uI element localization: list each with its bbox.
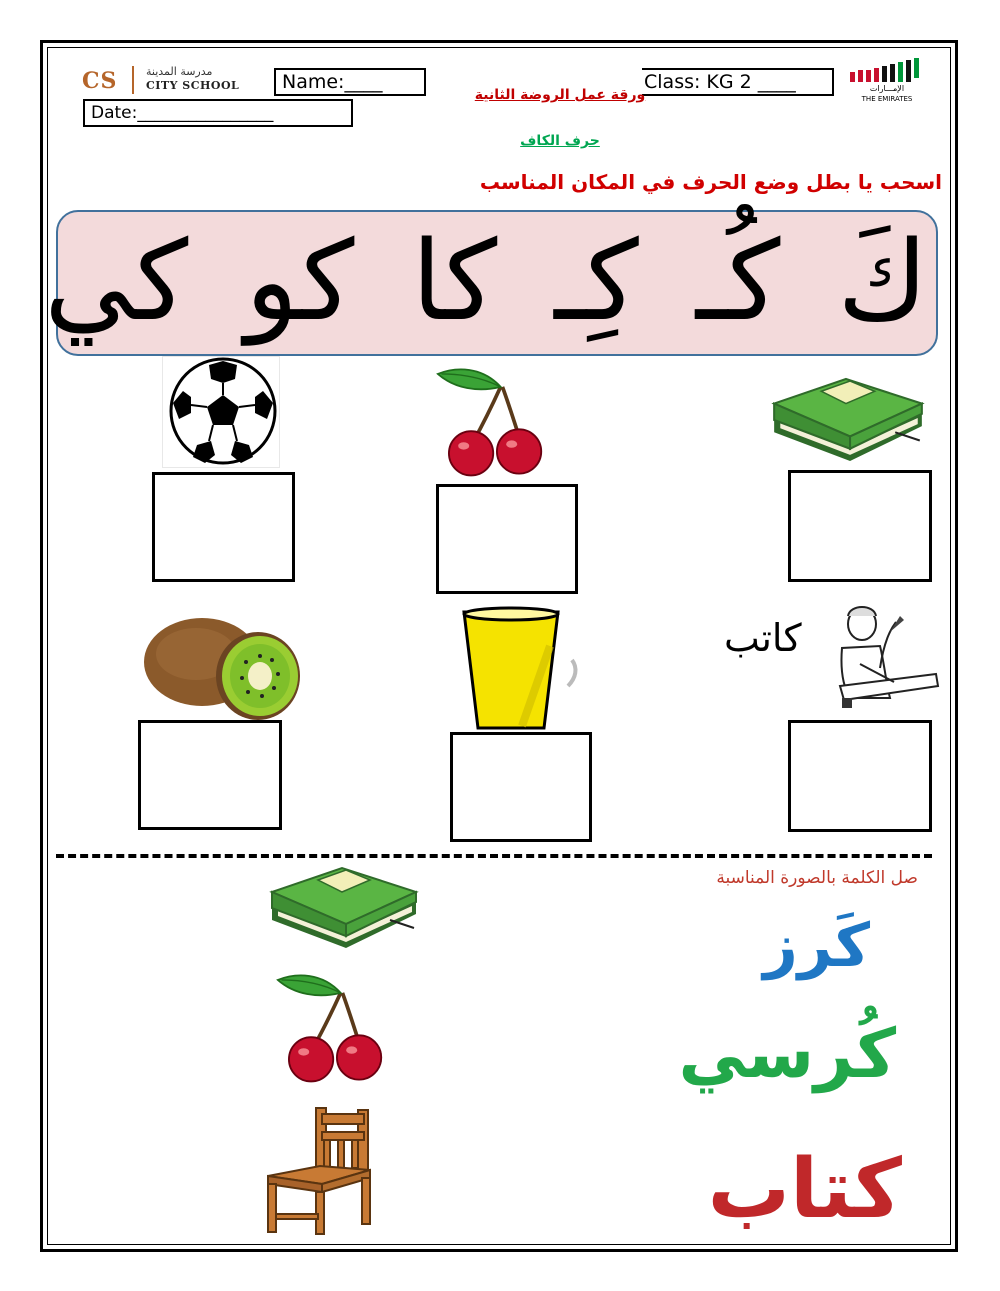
worksheet-title: ورقة عمل الروضة الثانية — [474, 87, 646, 103]
answer-box-writer[interactable] — [788, 720, 932, 832]
draggable-letters[interactable]: كَ كُـ كِـ كا كو كي — [44, 217, 928, 345]
football-icon — [162, 356, 280, 468]
match-word-karaz[interactable]: كَرز — [763, 911, 870, 981]
logo-separator — [132, 66, 134, 94]
school-logo-abbrev: CS — [82, 68, 118, 94]
answer-box-kiwi[interactable] — [138, 720, 282, 830]
cherry-icon — [436, 354, 556, 488]
school-name-en: CITY SCHOOL — [146, 79, 240, 92]
book-icon[interactable] — [266, 862, 422, 954]
book-icon — [768, 370, 928, 470]
drag-instruction: اسحب يا بطل وضع الحرف في المكان المناسب — [479, 170, 942, 194]
cherry-icon[interactable] — [276, 962, 396, 1092]
matching-instruction: صل الكلمة بالصورة المناسبة — [716, 868, 918, 888]
cup-icon — [460, 606, 580, 732]
letter-title: حرف الكاف — [520, 133, 600, 149]
emirates-logo-ar: الإمـــارات — [869, 84, 905, 93]
kiwi-icon — [140, 612, 302, 722]
emirates-logo — [846, 58, 928, 104]
answer-box-cup[interactable] — [450, 732, 592, 842]
match-word-kitab[interactable]: كتاب — [707, 1142, 902, 1237]
match-word-kursi[interactable]: كُرسي — [678, 1015, 896, 1094]
writer-caption: كاتب — [724, 616, 802, 660]
name-field[interactable]: Name:____ — [274, 68, 426, 96]
answer-box-book[interactable] — [788, 470, 932, 582]
chair-icon[interactable] — [262, 1106, 374, 1236]
writer-icon — [820, 602, 940, 714]
answer-box-football[interactable] — [152, 472, 295, 582]
date-field[interactable]: Date:________________ — [83, 99, 353, 127]
answer-box-cherry[interactable] — [436, 484, 578, 594]
emirates-logo-en: THE EMIRATES — [861, 95, 913, 103]
class-field: Class: KG 2 ____ — [642, 68, 834, 96]
school-name-ar: مدرسة المدينة — [146, 65, 213, 78]
section-divider — [56, 854, 932, 858]
